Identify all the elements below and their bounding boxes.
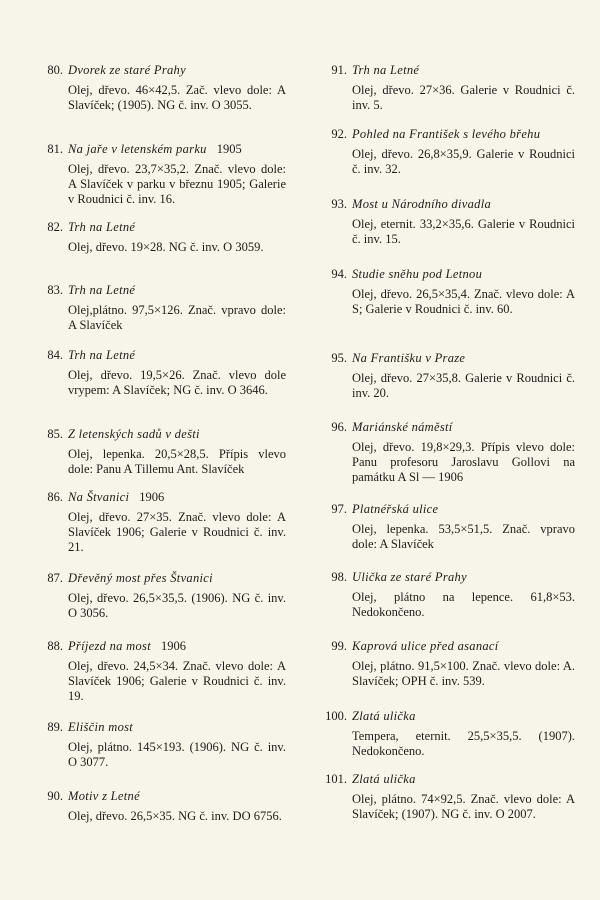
entry-description: Olej, dřevo. 19×28. NG č. inv. O 3059. bbox=[68, 240, 264, 254]
catalog-entry bbox=[36, 788, 286, 824]
entry-description: Olej, dřevo. 26,5×35,5. (1906). NG č. inv. O 3056. bbox=[68, 591, 286, 620]
entry-title: Zlatá ulička bbox=[352, 709, 416, 723]
catalog-entry bbox=[320, 501, 575, 552]
entry-description: Olej, dřevo. 26,5×35,4. Znač. vlevo dole: A S; Galerie v Roudnici č. inv. 60. bbox=[352, 287, 575, 316]
entry-number: 93. bbox=[331, 197, 347, 211]
entry-description: Tempera, eternit. 25,5×35,5. (1907). Nedokončeno. bbox=[352, 729, 575, 758]
entry-title: Na Štvanici bbox=[68, 490, 130, 504]
entry-title: Motiv z Letné bbox=[68, 789, 140, 803]
entry-number: 85. bbox=[47, 427, 63, 441]
entry-title: Trh na Letné bbox=[68, 283, 136, 297]
entry-description: Olej, dřevo. 23,7×35,2. Znač. vlevo dole: A Slavíček v parku v březnu 1905; Galerie v Roudnici č. inv. 16. bbox=[68, 162, 286, 206]
entry-description: Olej, dřevo. 19,5×26. Znač. vlevo dole vrypem: A Slavíček; NG č. inv. O 3646. bbox=[68, 368, 286, 397]
catalog-entry bbox=[320, 126, 575, 177]
entry-description: Olej, dřevo. 19,8×29,3. Přípis vlevo dole: Panu profesoru Jaroslavu Gollovi na památku A Sl — 1906 bbox=[352, 440, 575, 484]
entry-title: Pohled na František s levého břehu bbox=[352, 127, 541, 141]
entry-title: Dřevěný most přes Štvanici bbox=[68, 571, 213, 585]
entry-year: 1905 bbox=[216, 142, 242, 156]
entry-description: Olej, plátno. 145×193. (1906). NG č. inv. O 3077. bbox=[68, 740, 286, 769]
catalog-entry bbox=[320, 62, 575, 113]
entry-number: 98. bbox=[331, 570, 347, 584]
catalog-entry bbox=[320, 350, 575, 401]
entry-number: 89. bbox=[47, 720, 63, 734]
entry-description: Olej, plátno na lepence. 61,8×53. Nedokončeno. bbox=[352, 590, 575, 619]
entry-title: Na jaře v letenském parku bbox=[68, 142, 207, 156]
entry-title: Most u Národního divadla bbox=[352, 197, 492, 211]
catalog-entry bbox=[36, 570, 286, 621]
entry-number: 87. bbox=[47, 571, 63, 585]
entry-description: Olej, dřevo. 46×42,5. Zač. vlevo dole: A Slavíček; (1905). NG č. inv. O 3055. bbox=[68, 83, 286, 112]
entry-number: 84. bbox=[47, 348, 63, 362]
entry-number: 97. bbox=[331, 502, 347, 516]
entry-number: 94. bbox=[331, 267, 347, 281]
catalog-entry bbox=[36, 719, 286, 770]
entry-description: Olej, lepenka. 53,5×51,5. Znač. vpravo dole: A Slavíček bbox=[352, 522, 575, 551]
entry-number: 81. bbox=[47, 142, 63, 156]
entry-title: Na Františku v Praze bbox=[352, 351, 466, 365]
catalog-entry bbox=[36, 219, 286, 255]
catalog-entry bbox=[320, 638, 575, 689]
catalog-entry bbox=[320, 569, 575, 620]
entry-description: Olej, plátno. 91,5×100. Znač. vlevo dole: A. Slavíček; OPH č. inv. 539. bbox=[352, 659, 575, 688]
entry-description: Olej, dřevo. 27×35,8. Galerie v Roudnici č. inv. 20. bbox=[352, 371, 575, 400]
entry-description: Olej, dřevo. 26,5×35. NG č. inv. DO 6756. bbox=[68, 809, 282, 823]
entry-title: Kaprová ulice před asanací bbox=[352, 639, 499, 653]
entry-title: Zlatá ulička bbox=[352, 772, 416, 786]
entry-year: 1906 bbox=[160, 639, 186, 653]
catalog-entry bbox=[36, 282, 286, 333]
catalog-entry bbox=[36, 489, 286, 555]
entry-description: Olej, plátno. 74×92,5. Znač. vlevo dole: A Slavíček; (1907). NG č. inv. O 2007. bbox=[352, 792, 575, 821]
entry-number: 96. bbox=[331, 420, 347, 434]
catalog-entry bbox=[320, 266, 575, 317]
entry-number: 82. bbox=[47, 220, 63, 234]
entry-title: Eliščin most bbox=[68, 720, 134, 734]
entry-number: 92. bbox=[331, 127, 347, 141]
entry-title: Dvorek ze staré Prahy bbox=[68, 63, 186, 77]
entry-number: 83. bbox=[47, 283, 63, 297]
catalog-entry bbox=[36, 347, 286, 398]
entry-title: Z letenských sadů v dešti bbox=[68, 427, 200, 441]
entry-description: Olej, lepenka. 20,5×28,5. Přípis vlevo dole: Panu A Tillemu Ant. Slavíček bbox=[68, 447, 286, 476]
entry-description: Olej, eternit. 33,2×35,6. Galerie v Roudnici č. inv. 15. bbox=[352, 217, 575, 246]
entry-number: 95. bbox=[331, 351, 347, 365]
entry-description: Olej,plátno. 97,5×126. Znač. vpravo dole: A Slavíček bbox=[68, 303, 286, 332]
entry-description: Olej, dřevo. 27×35. Znač. vlevo dole: A Slavíček 1906; Galerie v Roudnici č. inv. 21. bbox=[68, 510, 286, 554]
entry-description: Olej, dřevo. 26,8×35,9. Galerie v Roudnici č. inv. 32. bbox=[352, 147, 575, 176]
entry-title: Trh na Letné bbox=[68, 220, 136, 234]
catalog-entry bbox=[36, 426, 286, 477]
catalog-entry bbox=[320, 708, 575, 759]
entry-description: Olej, dřevo. 24,5×34. Znač. vlevo dole: A Slavíček 1906; Galerie v Roudnici č. inv. 19. bbox=[68, 659, 286, 703]
catalog-entry bbox=[36, 638, 286, 704]
catalog-entry bbox=[36, 62, 286, 113]
entry-title: Trh na Letné bbox=[352, 63, 420, 77]
entry-number: 86. bbox=[47, 490, 63, 504]
entry-description: Olej, dřevo. 27×36. Galerie v Roudnici č. inv. 5. bbox=[352, 83, 575, 112]
entry-number: 80. bbox=[47, 63, 63, 77]
entry-number: 91. bbox=[331, 63, 347, 77]
catalog-entry bbox=[36, 141, 286, 207]
catalog-entry bbox=[320, 771, 575, 822]
catalog-entry bbox=[320, 419, 575, 485]
entry-title: Studie sněhu pod Letnou bbox=[352, 267, 483, 281]
entry-year: 1906 bbox=[139, 490, 165, 504]
entry-title: Platnéřská ulice bbox=[352, 502, 439, 516]
entry-number: 88. bbox=[47, 639, 63, 653]
catalog-entry bbox=[320, 196, 575, 247]
entry-number: 90. bbox=[47, 789, 63, 803]
entry-title: Mariánské náměstí bbox=[352, 420, 453, 434]
entry-number: 101. bbox=[325, 772, 347, 786]
entry-number: 99. bbox=[331, 639, 347, 653]
entry-title: Příjezd na most bbox=[68, 639, 151, 653]
entry-title: Trh na Letné bbox=[68, 348, 136, 362]
entry-title: Ulička ze staré Prahy bbox=[352, 570, 467, 584]
entry-number: 100. bbox=[325, 709, 347, 723]
